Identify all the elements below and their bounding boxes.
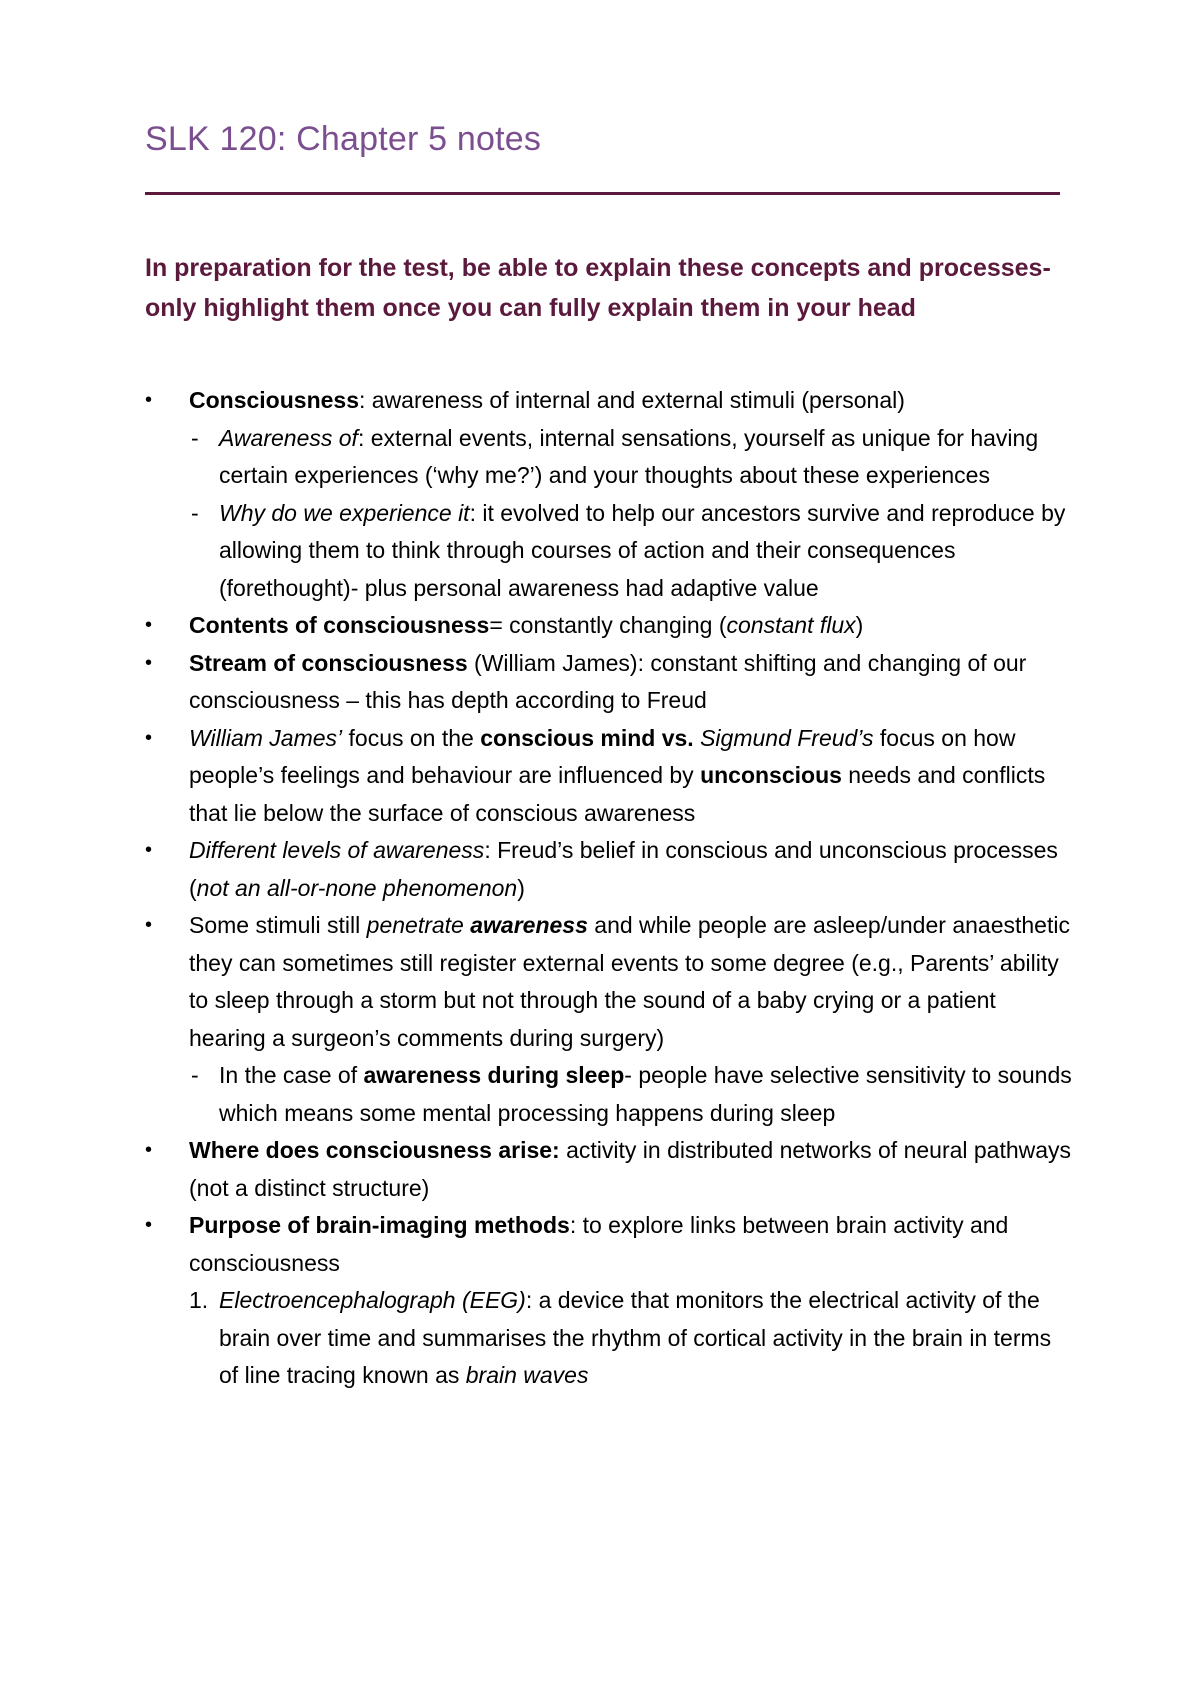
list-item: • Some stimuli still penetrate awareness and while people are asleep/under anaesthetic they can sometimes still register external events to some degree (e.g., Parents’ ability to sleep through a storm but not through the sound of a baby crying or a patient hearing a surgeon’s comments during surgery) - In the case of awareness during sleep- people have selective sensitivity to sounds which means some mental processing happens during sleep [145,907,1075,1132]
page-title: SLK 120: Chapter 5 notes [145,120,542,158]
list-item: • Contents of consciousness= constantly changing (constant flux) [145,607,1075,645]
intro-instructions: In preparation for the test, be able to explain these concepts and processes- only highlight them once you can fully explain them in your head [145,254,1051,322]
list-number: 1. [189,1287,209,1313]
list-item: • Consciousness: awareness of internal and external stimuli (personal) - Awareness of: external events, internal sensations, yourself as unique for having certain experiences (‘why me?’) and your thoughts about these experiences - Why do we experience it: it evolved to help our ancestors survive and reproduce by allowing them to think through courses of action and their consequences (forethought)- plus personal awareness had adaptive value [145,382,1075,607]
dash-icon: - [191,1062,199,1088]
list-item: • Different levels of awareness: Freud’s belief in conscious and unconscious processes (not an all-or-none phenomenon) [145,832,1075,907]
numbered-list [189,1282,1075,1395]
bullet-icon: • [145,651,153,674]
bullet-icon: • [145,614,153,636]
bullet-icon: • [145,839,153,861]
list-item: • Stream of consciousness (William James): constant shifting and changing of our consciousness – this has depth according to Freud [145,645,1075,720]
notes-list [145,382,1075,1395]
sub-list-item: - Why do we experience it: it evolved to help our ancestors survive and reproduce by allowing them to think through courses of action and their consequences (forethought)- plus personal awareness had adaptive value [189,495,1075,608]
sub-list-item: - Awareness of: external events, internal sensations, yourself as unique for having certain experiences (‘why me?’) and your thoughts about these experiences [189,420,1075,495]
sub-list [189,420,1075,608]
numbered-list-item: 1. Electroencephalograph (EEG): a device that monitors the electrical activity of the brain over time and summarises the rhythm of cortical activity in the brain in terms of line tracing known as brain waves [189,1282,1075,1395]
sub-list [189,1057,1075,1132]
title-divider [145,192,1060,195]
bullet-icon: • [145,1139,153,1161]
bullet-icon: • [145,1214,153,1236]
dash-icon: - [191,424,199,451]
notes-content [145,382,1075,1395]
bullet-icon: • [145,726,153,749]
dash-icon: - [191,499,199,526]
list-item: • William James’ focus on the conscious mind vs. Sigmund Freud’s focus on how people’s feelings and behaviour are influenced by unconscious needs and conflicts that lie below the surface of conscious awareness [145,720,1075,833]
list-item: • Where does consciousness arise: activity in distributed networks of neural pathways (not a distinct structure) [145,1132,1075,1207]
bullet-icon: • [145,389,153,411]
sub-list-item: - In the case of awareness during sleep- people have selective sensitivity to sounds which means some mental processing happens during sleep [189,1057,1075,1132]
list-item: • Purpose of brain-imaging methods: to explore links between brain activity and consciousness 1. Electroencephalograph (EEG): a device that monitors the electrical activity of the brain over time and summarises the rhythm of cortical activity in the brain in terms of line tracing known as brain waves [145,1207,1075,1395]
bullet-icon: • [145,914,153,936]
